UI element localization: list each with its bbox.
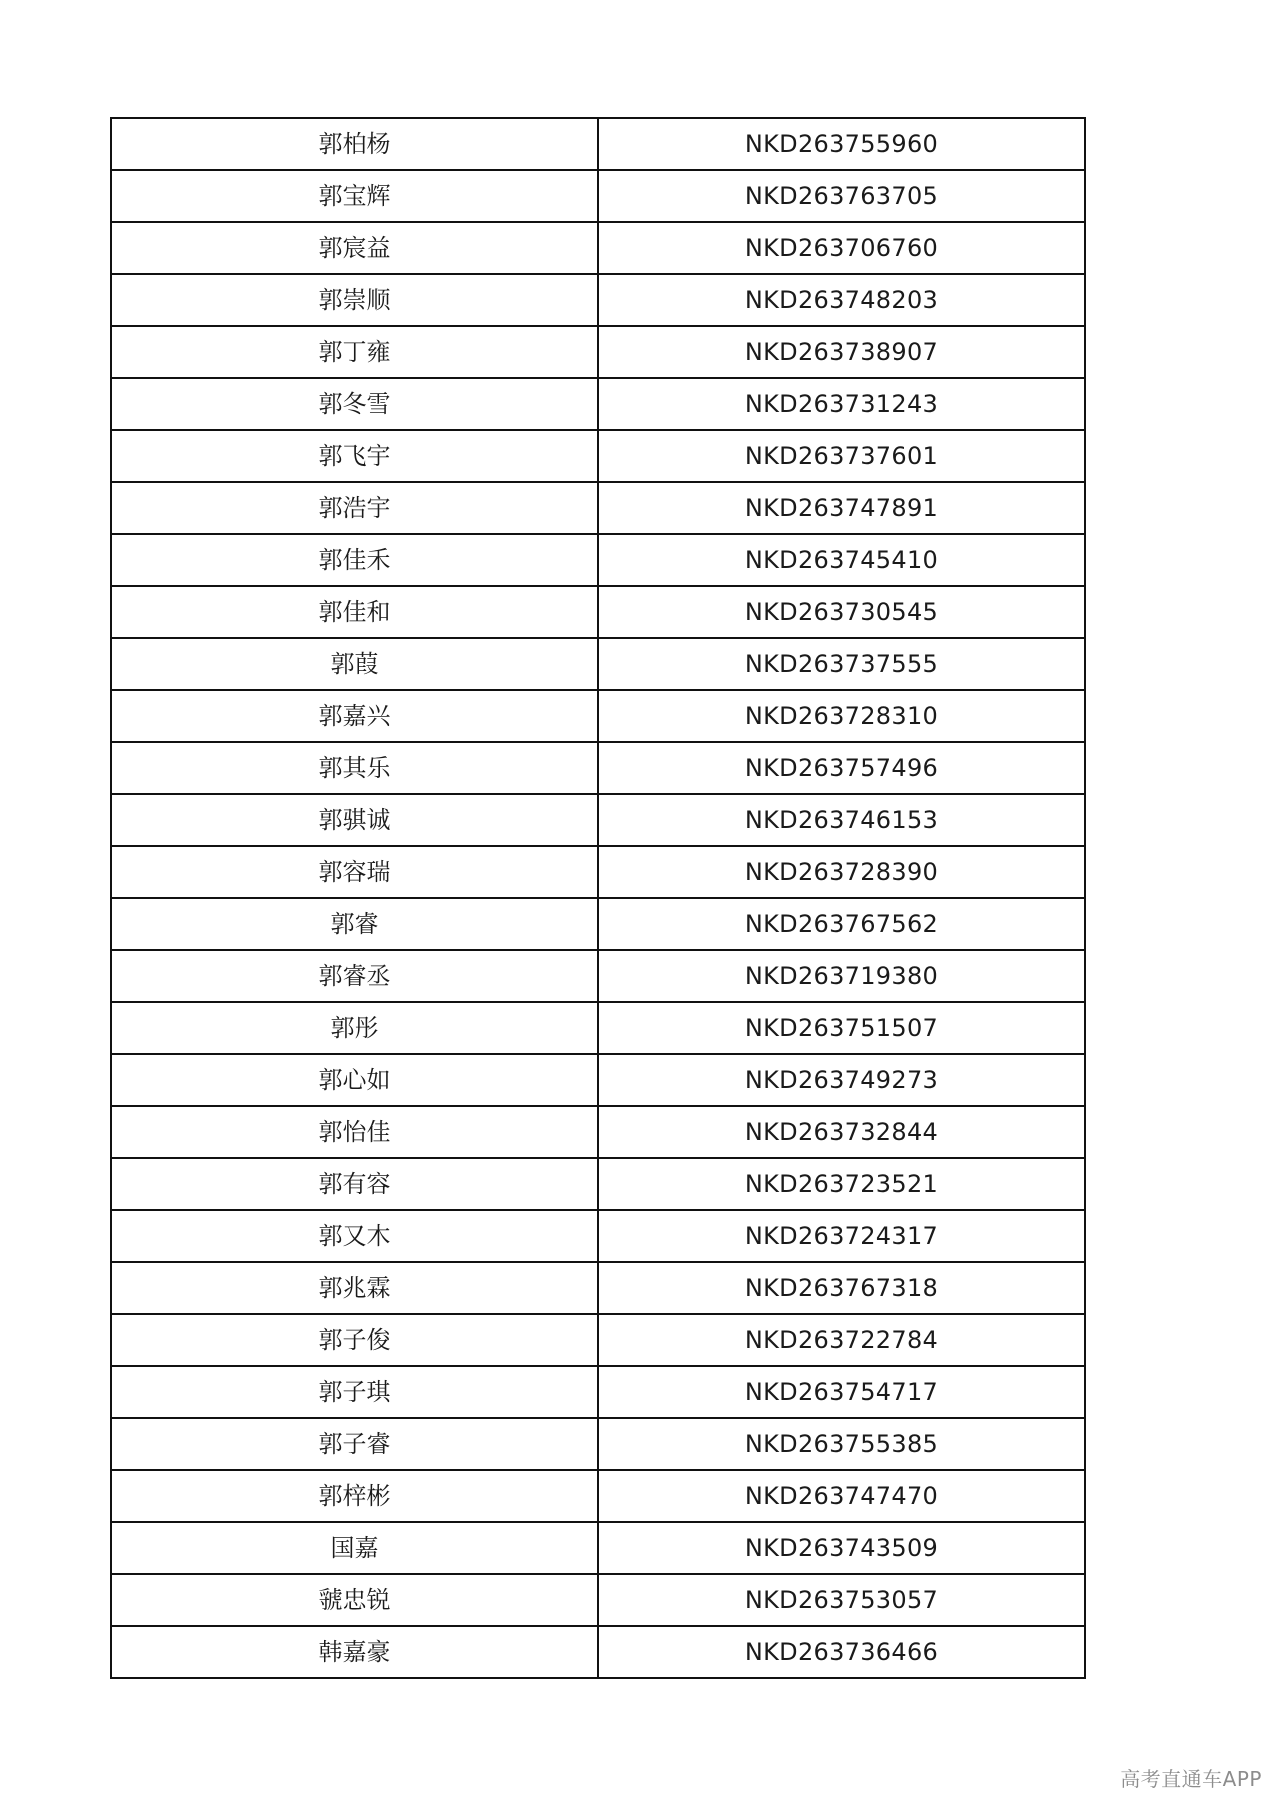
table-row	[111, 1574, 1085, 1626]
id-cell: NKD263706760	[598, 222, 1085, 274]
table-row	[111, 690, 1085, 742]
table-row	[111, 1522, 1085, 1574]
id-cell: NKD263755960	[598, 118, 1085, 170]
table-row	[111, 1106, 1085, 1158]
id-cell: NKD263737601	[598, 430, 1085, 482]
roster-table	[110, 117, 1086, 1679]
id-cell: NKD263728390	[598, 846, 1085, 898]
table-row	[111, 170, 1085, 222]
table-row	[111, 1210, 1085, 1262]
table-row	[111, 118, 1085, 170]
table-row	[111, 950, 1085, 1002]
table-row	[111, 326, 1085, 378]
table-row	[111, 378, 1085, 430]
id-cell: NKD263743509	[598, 1522, 1085, 1574]
table-row	[111, 534, 1085, 586]
name-cell: 郭葭	[111, 638, 598, 690]
name-cell: 郭睿丞	[111, 950, 598, 1002]
id-cell: NKD263737555	[598, 638, 1085, 690]
id-cell: NKD263736466	[598, 1626, 1085, 1678]
table-row	[111, 1314, 1085, 1366]
name-cell: 虢忠锐	[111, 1574, 598, 1626]
name-cell: 郭又木	[111, 1210, 598, 1262]
id-cell: NKD263751507	[598, 1002, 1085, 1054]
id-cell: NKD263732844	[598, 1106, 1085, 1158]
table-row	[111, 1626, 1085, 1678]
name-cell: 郭其乐	[111, 742, 598, 794]
id-cell: NKD263755385	[598, 1418, 1085, 1470]
table-row	[111, 430, 1085, 482]
name-cell: 郭有容	[111, 1158, 598, 1210]
id-cell: NKD263745410	[598, 534, 1085, 586]
table-row	[111, 1054, 1085, 1106]
table-row	[111, 1262, 1085, 1314]
id-cell: NKD263738907	[598, 326, 1085, 378]
name-cell: 郭崇顺	[111, 274, 598, 326]
id-cell: NKD263763705	[598, 170, 1085, 222]
id-cell: NKD263746153	[598, 794, 1085, 846]
table-row	[111, 586, 1085, 638]
name-cell: 郭浩宇	[111, 482, 598, 534]
name-cell: 郭兆霖	[111, 1262, 598, 1314]
id-cell: NKD263722784	[598, 1314, 1085, 1366]
id-cell: NKD263767318	[598, 1262, 1085, 1314]
watermark-text: 高考直通车APP	[1120, 1767, 1262, 1791]
name-cell: 郭子琪	[111, 1366, 598, 1418]
name-cell: 郭容瑞	[111, 846, 598, 898]
table-row	[111, 1470, 1085, 1522]
id-cell: NKD263723521	[598, 1158, 1085, 1210]
name-cell: 郭宝辉	[111, 170, 598, 222]
id-cell: NKD263749273	[598, 1054, 1085, 1106]
id-cell: NKD263724317	[598, 1210, 1085, 1262]
name-cell: 国嘉	[111, 1522, 598, 1574]
id-cell: NKD263730545	[598, 586, 1085, 638]
name-cell: 郭子睿	[111, 1418, 598, 1470]
name-cell: 郭丁雍	[111, 326, 598, 378]
id-cell: NKD263754717	[598, 1366, 1085, 1418]
name-cell: 郭怡佳	[111, 1106, 598, 1158]
id-cell: NKD263753057	[598, 1574, 1085, 1626]
id-cell: NKD263767562	[598, 898, 1085, 950]
name-cell: 郭彤	[111, 1002, 598, 1054]
id-cell: NKD263719380	[598, 950, 1085, 1002]
table-row	[111, 1158, 1085, 1210]
table-row	[111, 742, 1085, 794]
table-row	[111, 274, 1085, 326]
table-row	[111, 482, 1085, 534]
name-cell: 郭心如	[111, 1054, 598, 1106]
id-cell: NKD263748203	[598, 274, 1085, 326]
id-cell: NKD263747891	[598, 482, 1085, 534]
name-cell: 郭嘉兴	[111, 690, 598, 742]
table-row	[111, 1418, 1085, 1470]
table-row	[111, 898, 1085, 950]
table-row	[111, 638, 1085, 690]
name-cell: 郭子俊	[111, 1314, 598, 1366]
name-cell: 郭佳和	[111, 586, 598, 638]
name-cell: 郭骐诚	[111, 794, 598, 846]
name-cell: 郭梓彬	[111, 1470, 598, 1522]
id-cell: NKD263728310	[598, 690, 1085, 742]
table-row	[111, 1366, 1085, 1418]
name-cell: 郭冬雪	[111, 378, 598, 430]
name-cell: 郭佳禾	[111, 534, 598, 586]
name-cell: 郭飞宇	[111, 430, 598, 482]
table-row	[111, 1002, 1085, 1054]
name-cell: 郭宸益	[111, 222, 598, 274]
id-cell: NKD263757496	[598, 742, 1085, 794]
table-row	[111, 794, 1085, 846]
name-cell: 郭柏杨	[111, 118, 598, 170]
id-cell: NKD263731243	[598, 378, 1085, 430]
table-row	[111, 846, 1085, 898]
id-cell: NKD263747470	[598, 1470, 1085, 1522]
roster-table-body	[111, 118, 1085, 1678]
table-row	[111, 222, 1085, 274]
name-cell: 韩嘉豪	[111, 1626, 598, 1678]
name-cell: 郭睿	[111, 898, 598, 950]
